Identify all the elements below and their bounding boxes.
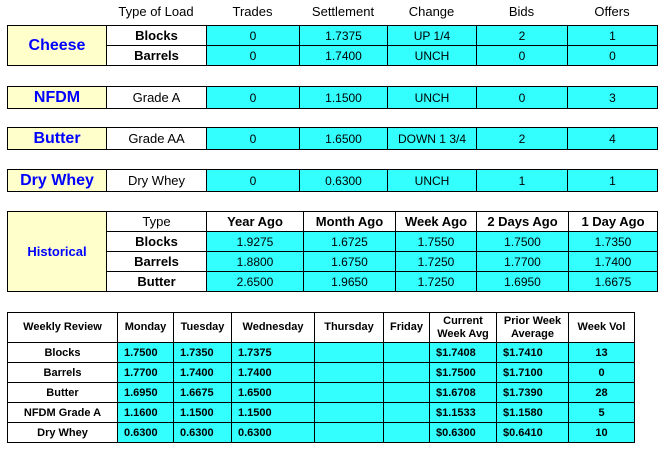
butter-label: Butter (8, 128, 107, 150)
weekly-current-avg: $1.1533 (430, 403, 497, 423)
nfdm-label: NFDM (8, 87, 107, 109)
weekly-current-avg: $1.7500 (430, 363, 497, 383)
weekly-friday (384, 363, 430, 383)
historical-value: 1.6950 (477, 272, 569, 292)
weekly-friday (384, 383, 430, 403)
cheese-type: Barrels (107, 46, 207, 66)
dry-whey-type: Dry Whey (107, 170, 207, 192)
nfdm-type: Grade A (107, 87, 207, 109)
historical-value: 1.7350 (569, 232, 658, 252)
nfdm-offers: 3 (568, 87, 658, 109)
historical-value: 1.7550 (396, 232, 477, 252)
weekly-monday: 1.1600 (118, 403, 174, 423)
nfdm-bids: 0 (477, 87, 568, 109)
nfdm-trades: 0 (207, 87, 300, 109)
weekly-thursday (315, 423, 384, 443)
dry-whey-row (8, 170, 658, 192)
weekly-row-name: Barrels (8, 363, 118, 383)
dry-whey-settlement: 0.6300 (300, 170, 388, 192)
weekly-monday: 1.7700 (118, 363, 174, 383)
cheese-table (7, 25, 658, 66)
weekly-friday (384, 403, 430, 423)
weekly-header-week-vol: Week Vol (569, 313, 635, 343)
weekly-tuesday: 1.6675 (174, 383, 232, 403)
header-trades: Trades (232, 4, 273, 19)
weekly-tuesday: 1.7350 (174, 343, 232, 363)
weekly-friday (384, 423, 430, 443)
weekly-tuesday: 1.7400 (174, 363, 232, 383)
cheese-change: UNCH (388, 46, 477, 66)
weekly-current-avg: $1.6708 (430, 383, 497, 403)
dry-whey-offers: 1 (568, 170, 658, 192)
historical-value: 1.9275 (207, 232, 304, 252)
cheese-change: UP 1/4 (388, 26, 477, 46)
weekly-volume: 5 (569, 403, 635, 423)
historical-value: 1.7250 (396, 252, 477, 272)
weekly-row-name: Dry Whey (8, 423, 118, 443)
header-bids: Bids (508, 4, 535, 19)
cheese-settlement: 1.7375 (300, 26, 388, 46)
weekly-row-name: Butter (8, 383, 118, 403)
weekly-tuesday: 1.1500 (174, 403, 232, 423)
header-settlement: Settlement (311, 4, 375, 19)
weekly-volume: 0 (569, 363, 635, 383)
historical-header-2-days-ago: 2 Days Ago (477, 212, 569, 232)
weekly-header-title: Weekly Review (8, 313, 118, 343)
historical-type: Butter (107, 272, 207, 292)
weekly-header-thursday: Thursday (315, 313, 384, 343)
cheese-bids: 2 (477, 26, 568, 46)
weekly-header-monday: Monday (118, 313, 174, 343)
dry-whey-change: UNCH (388, 170, 477, 192)
weekly-prior-avg: $0.6410 (497, 423, 569, 443)
historical-label: Historical (8, 212, 107, 292)
historical-value: 1.6675 (569, 272, 658, 292)
weekly-volume: 28 (569, 383, 635, 403)
weekly-wednesday: 1.1500 (232, 403, 315, 423)
historical-value: 2.6500 (207, 272, 304, 292)
historical-type: Blocks (107, 232, 207, 252)
weekly-monday: 0.6300 (118, 423, 174, 443)
weekly-row-dry-whey (8, 423, 635, 443)
weekly-current-avg: $0.6300 (430, 423, 497, 443)
historical-value: 1.7400 (569, 252, 658, 272)
historical-value: 1.7250 (396, 272, 477, 292)
cheese-trades: 0 (207, 46, 300, 66)
weekly-row-butter (8, 383, 635, 403)
weekly-header-row (8, 313, 635, 343)
historical-header-year-ago: Year Ago (207, 212, 304, 232)
weekly-row-nfdm (8, 403, 635, 423)
weekly-thursday (315, 383, 384, 403)
historical-header-type: Type (107, 212, 207, 232)
weekly-monday: 1.6950 (118, 383, 174, 403)
nfdm-row (8, 87, 658, 109)
historical-header-row (8, 212, 658, 232)
weekly-prior-avg: $1.7410 (497, 343, 569, 363)
cheese-row-blocks (8, 26, 658, 46)
weekly-wednesday: 1.7400 (232, 363, 315, 383)
cheese-trades: 0 (207, 26, 300, 46)
header-change: Change (408, 4, 455, 19)
nfdm-settlement: 1.1500 (300, 87, 388, 109)
cheese-offers: 1 (568, 26, 658, 46)
butter-trades: 0 (207, 128, 300, 150)
historical-value: 1.7700 (477, 252, 569, 272)
dry-whey-bids: 1 (477, 170, 568, 192)
butter-row (8, 128, 658, 150)
cheese-type: Blocks (107, 26, 207, 46)
weekly-thursday (315, 403, 384, 423)
historical-value: 1.6750 (304, 252, 396, 272)
butter-offers: 4 (568, 128, 658, 150)
cheese-label: Cheese (8, 26, 107, 66)
weekly-row-blocks (8, 343, 635, 363)
weekly-prior-avg: $1.7100 (497, 363, 569, 383)
nfdm-table (7, 86, 658, 109)
weekly-review-table (7, 312, 635, 443)
weekly-header-friday: Friday (384, 313, 430, 343)
weekly-current-avg: $1.7408 (430, 343, 497, 363)
historical-type: Barrels (107, 252, 207, 272)
weekly-header-tuesday: Tuesday (174, 313, 232, 343)
weekly-thursday (315, 363, 384, 383)
header-offers: Offers (594, 4, 630, 19)
weekly-tuesday: 0.6300 (174, 423, 232, 443)
weekly-header-wednesday: Wednesday (232, 313, 315, 343)
historical-header-1-day-ago: 1 Day Ago (569, 212, 658, 232)
cheese-offers: 0 (568, 46, 658, 66)
historical-value: 1.6725 (304, 232, 396, 252)
weekly-prior-avg: $1.1580 (497, 403, 569, 423)
header-type-of-load: Type of Load (118, 4, 194, 19)
butter-change: DOWN 1 3/4 (388, 128, 477, 150)
weekly-wednesday: 1.6500 (232, 383, 315, 403)
butter-table (7, 127, 658, 150)
weekly-volume: 13 (569, 343, 635, 363)
historical-header-month-ago: Month Ago (304, 212, 396, 232)
historical-value: 1.8800 (207, 252, 304, 272)
cheese-bids: 0 (477, 46, 568, 66)
weekly-wednesday: 0.6300 (232, 423, 315, 443)
weekly-wednesday: 1.7375 (232, 343, 315, 363)
historical-header-week-ago: Week Ago (396, 212, 477, 232)
butter-settlement: 1.6500 (300, 128, 388, 150)
weekly-thursday (315, 343, 384, 363)
weekly-monday: 1.7500 (118, 343, 174, 363)
dry-whey-label: Dry Whey (8, 170, 107, 192)
weekly-row-name: Blocks (8, 343, 118, 363)
historical-value: 1.7500 (477, 232, 569, 252)
dry-whey-trades: 0 (207, 170, 300, 192)
butter-type: Grade AA (107, 128, 207, 150)
weekly-friday (384, 343, 430, 363)
weekly-header-current-week-avg: Current Week Avg (430, 313, 497, 343)
dry-whey-table (7, 169, 658, 192)
weekly-row-name: NFDM Grade A (8, 403, 118, 423)
weekly-prior-avg: $1.7390 (497, 383, 569, 403)
historical-value: 1.9650 (304, 272, 396, 292)
cheese-settlement: 1.7400 (300, 46, 388, 66)
historical-table (7, 211, 658, 292)
nfdm-change: UNCH (388, 87, 477, 109)
weekly-header-prior-week-average: Prior Week Average (497, 313, 569, 343)
weekly-row-barrels (8, 363, 635, 383)
weekly-volume: 10 (569, 423, 635, 443)
butter-bids: 2 (477, 128, 568, 150)
